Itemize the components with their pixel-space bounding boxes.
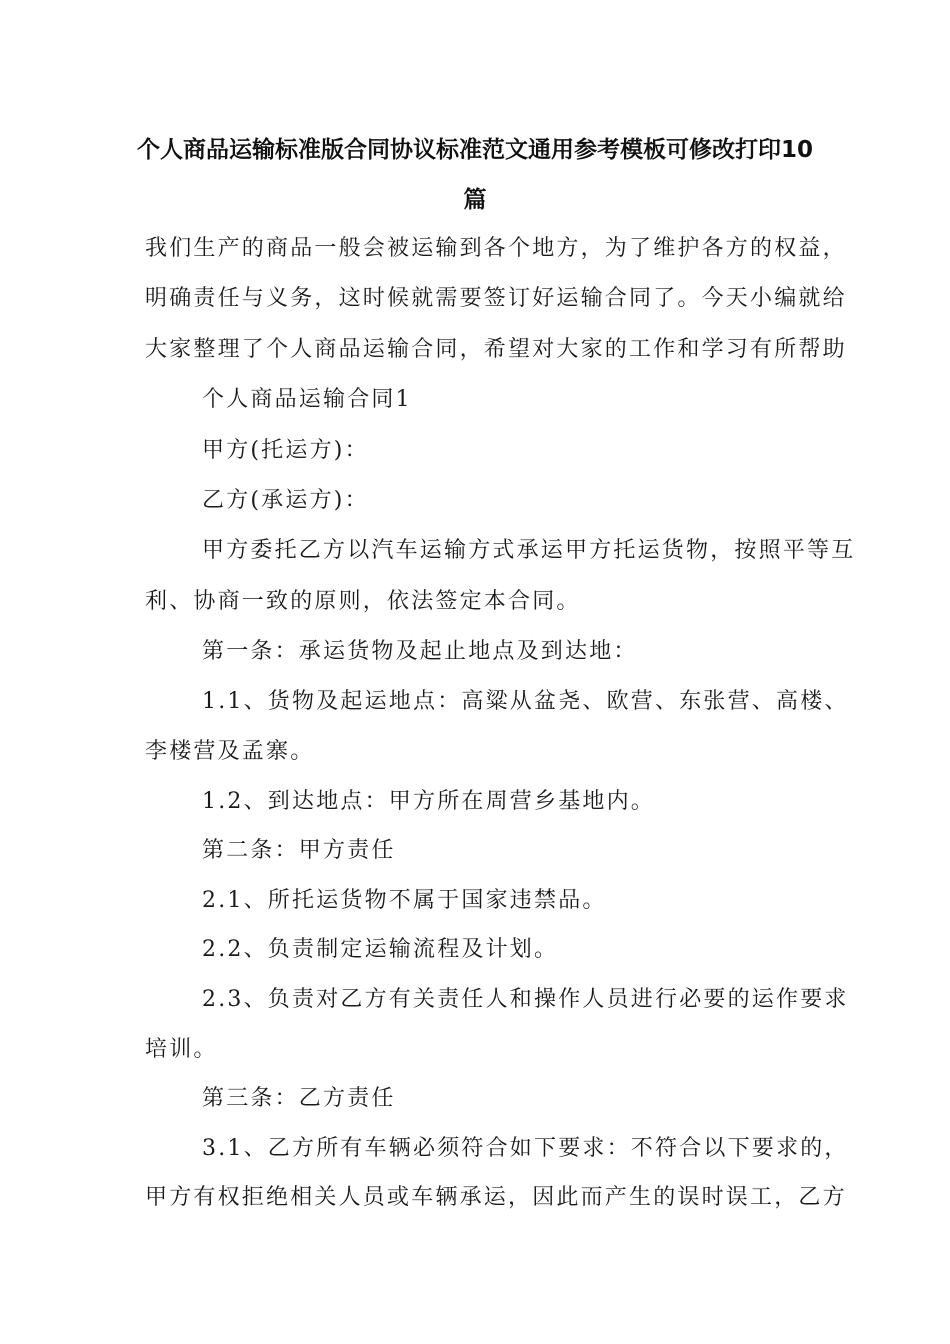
clause-2-3-line-2: 培训。: [145, 1037, 218, 1062]
clause-3-1-line-2: 甲方有权拒绝相关人员或车辆承运，因此而产生的误时误工，乙方: [145, 1185, 847, 1210]
clause-2-3-line-1: 2.3、负责对乙方有关责任人和操作人员进行必要的运作要求: [202, 987, 849, 1012]
preamble-line-2: 利、协商一致的原则，依法签定本合同。: [145, 589, 581, 614]
party-a-line: 甲方(托运方)：: [202, 438, 369, 463]
clause-2-2: 2.2、负责制定运输流程及计划。: [202, 937, 559, 962]
intro-line-3: 大家整理了个人商品运输合同，希望对大家的工作和学习有所帮助: [145, 337, 847, 362]
clause-1-2: 1.2、到达地点：甲方所在周营乡基地内。: [202, 789, 655, 814]
preamble-line-1: 甲方委托乙方以汽车运输方式承运甲方托运货物，按照平等互: [202, 538, 856, 563]
contract-heading: 个人商品运输合同1: [202, 387, 412, 412]
intro-line-2: 明确责任与义务，这时候就需要签订好运输合同了。今天小编就给: [145, 286, 847, 311]
intro-line-1: 我们生产的商品一般会被运输到各个地方，为了维护各方的权益，: [145, 236, 847, 261]
article-3-title: 第三条：乙方责任: [202, 1086, 396, 1111]
article-1-title: 第一条：承运货物及起止地点及到达地：: [202, 639, 638, 664]
clause-2-1: 2.1、所托运货物不属于国家违禁品。: [202, 888, 607, 913]
clause-3-1-line-1: 3.1、乙方所有车辆必须符合如下要求：不符合以下要求的，: [202, 1136, 849, 1161]
clause-1-1-line-2: 李楼营及孟寨。: [145, 739, 315, 764]
title-line-1: 个人商品运输标准版合同协议标准范文通用参考模板可修改打印10: [136, 137, 813, 163]
party-b-line: 乙方(承运方)：: [202, 488, 369, 513]
document-title: [120, 125, 830, 225]
article-2-title: 第二条：甲方责任: [202, 838, 396, 863]
title-line-2: 篇: [463, 187, 487, 213]
clause-1-1-line-1: 1.1、货物及起运地点：高粱从盆尧、欧营、东张营、高楼、: [202, 689, 849, 714]
